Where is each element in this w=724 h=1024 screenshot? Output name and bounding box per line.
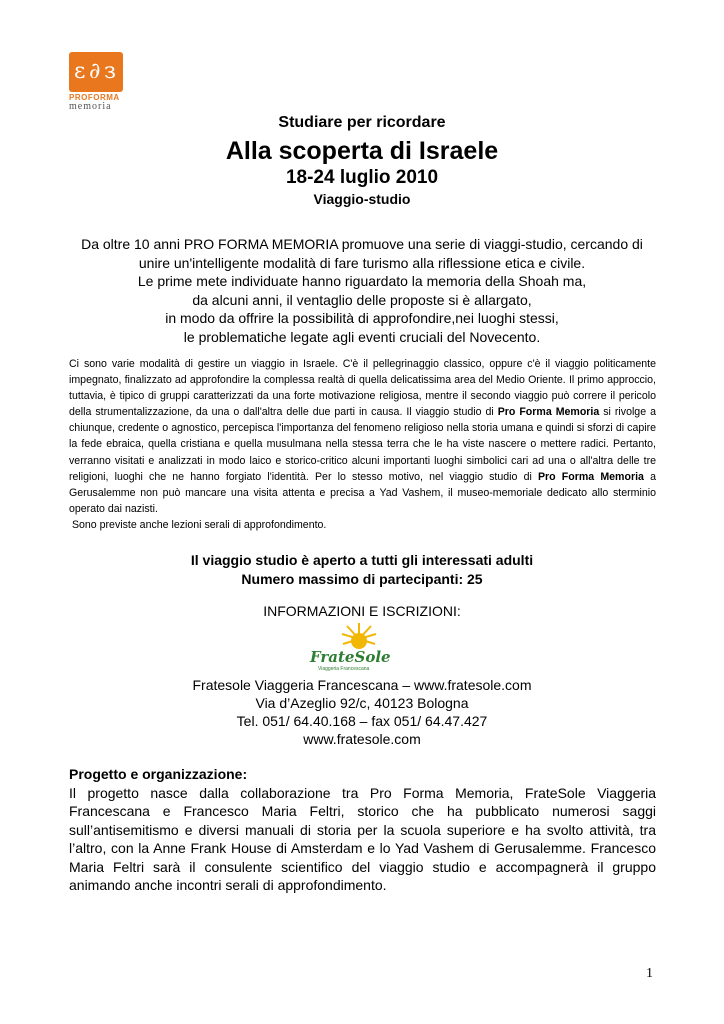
logo-text-memoria: memoria [69, 101, 112, 112]
project-heading: Progetto e organizzazione: [69, 766, 248, 782]
intro-line: le problematiche legate agli eventi cruciali del Novecento. [183, 328, 541, 345]
max-participants-line: Numero massimo di partecipanti: 25 [241, 571, 483, 587]
logo-text-proforma: PROFORMA [69, 93, 120, 102]
description-bold: Pro Forma Memoria [537, 470, 644, 483]
phone-fax-line: Tel. 051/ 64.40.168 – fax 051/ 64.47.427 [236, 713, 488, 729]
page-title: Alla scoperta di Israele [225, 137, 499, 165]
page-number: 1 [646, 966, 653, 981]
agency-line: Fratesole Viaggeria Francescana – www.fratesole.com [192, 677, 532, 693]
description-paragraph [69, 356, 656, 533]
description-text: si rivolge a chiunque, credente o agnostico, percepisca l'importanza del fenomeno religioso nella storia umana e quindi si sforzi di capire la fede ebraica, quella cristiana e quella musulmana nella stessa terra che le ha viste nascere o mettere radici. Pertanto, verranno visitati e analizzati in modo laico e storico-critico alcuni importanti luoghi simbolici cari ad una o all'altra delle tre religioni, luoghi che ne hanno forgiato l'identità. Per lo stesso motivo, nel viaggio studio di [69, 406, 656, 483]
website-line: www.fratesole.com [303, 731, 421, 747]
description-bold: Pro Forma Memoria [497, 406, 600, 419]
evening-lessons-note: Sono previste anche lezioni serali di approfondimento. [71, 518, 327, 531]
address-line: Via d’Azeglio 92/c, 40123 Bologna [255, 695, 469, 711]
project-section [69, 765, 656, 895]
proforma-memoria-logo [69, 52, 127, 112]
intro-line: Le prime mete individuate hanno riguardato la memoria della Shoah ma, [137, 273, 587, 289]
description-text: a Gerusalemme non può mancare una visita attenta e precisa a Yad Vashem, il museo-memoriale dedicato allo sterminio operato dai nazisti. [69, 470, 656, 515]
open-to-all-line: Il viaggio studio è aperto a tutti gli interessati adulti [190, 552, 534, 568]
intro-paragraph [40, 235, 684, 346]
intro-line: unire un'intelligente modalità di fare turismo alla riflessione etica e civile. [138, 254, 586, 271]
fratesole-logo [310, 622, 414, 674]
info-heading: INFORMAZIONI E ISCRIZIONI: [263, 603, 461, 619]
intro-line: da alcuni anni, il ventaglio delle proposte si è allargato, [192, 291, 532, 308]
subtitle: Studiare per ricordare [278, 114, 446, 131]
intro-line: Da oltre 10 anni PRO FORMA MEMORIA promuove una serie di viaggi-studio, cercando di [81, 236, 643, 252]
trip-dates: 18-24 luglio 2010 [285, 167, 439, 188]
fratesole-logo-name: FrateSole [310, 648, 391, 666]
intro-line: in modo da offrire la possibilità di approfondire,nei luoghi stessi, [165, 310, 559, 326]
trip-kind: Viaggio-studio [313, 191, 411, 207]
participants-highlight [0, 551, 724, 589]
description-text: Ci sono varie modalità di gestire un viaggio in Israele. C'è il pellegrinaggio classico, oppure c'è il viaggio politicamente impegnato, finalizzato ad approfondire la complessa realtà di quella delicatissima area del Medio Oriente. Il primo approccio, tuttavia, è tipico di gruppi caratterizzati da una forte motivazione religiosa, mentre il secondo viaggio può correre il pericolo della strumentalizzazione, da una o dall'altra delle due parti in causa. Il viaggio studio di [69, 358, 656, 419]
fratesole-logo-tagline: Viaggeria Francescana [318, 666, 370, 672]
contact-block [0, 676, 724, 748]
project-text: Il progetto nasce dalla collaborazione tra Pro Forma Memoria, FrateSole Viaggeria Francescana e Francesco Maria Feltri, storico che ha pubblicato numerosi saggi sull’antisemitismo e diversi manuali di storia per la scuola superiore e ha svolto attività, tra l’altro, con la Anne Frank House di Amsterdam e lo Yad Vashem di Gerusalemme. Francesco Maria Feltri sarà il consulente scientifico del viaggio studio e accompagnerà il gruppo animando anche incontri serali di approfondimento. [69, 784, 656, 893]
logo-emblem-icon: ε ∂ з [69, 52, 123, 92]
